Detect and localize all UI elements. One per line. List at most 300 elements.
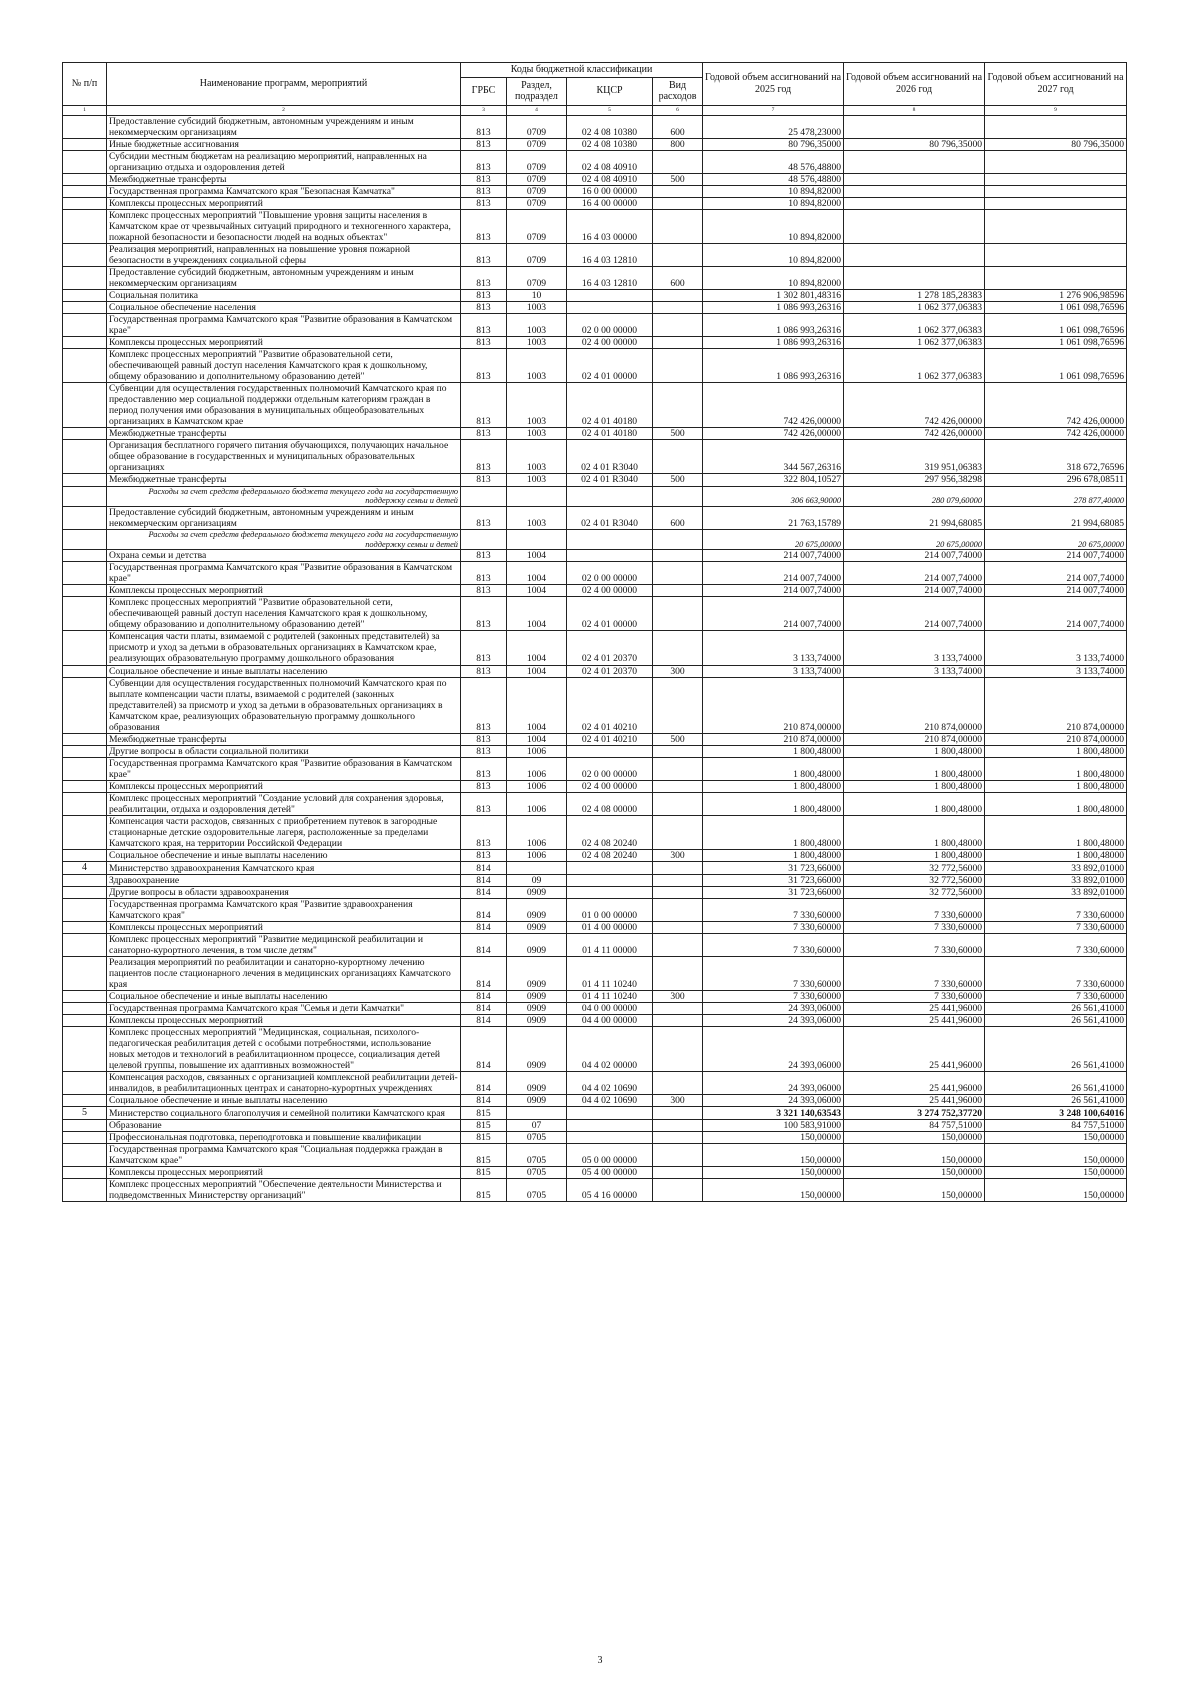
- section-code: 1006: [507, 792, 567, 815]
- table-row: [63, 1131, 1127, 1143]
- program-name: Субвенции для осуществления государственных полномочий Камчатского края по выплате компенсации части платы, взимаемой с родителей (законных представителей) за присмотр и уход за детьми в образовательных организациях в Камчатском крае, реализующих образовательную программу дошкольного образования: [107, 677, 461, 733]
- amount-2027: 1 800,48000: [985, 850, 1127, 862]
- header-razdel: Раздел, подраздел: [507, 77, 567, 105]
- table-row: [63, 597, 1127, 631]
- kcsr-code: 02 4 01 40180: [567, 428, 653, 440]
- expense-type: [653, 780, 703, 792]
- expense-type: [653, 862, 703, 875]
- amount-2027: 1 800,48000: [985, 780, 1127, 792]
- expense-type: [653, 874, 703, 886]
- grbs-code: 814: [461, 1014, 507, 1026]
- grbs-code: 813: [461, 440, 507, 474]
- row-number: [63, 585, 107, 597]
- row-number: 4: [63, 862, 107, 875]
- row-number: [63, 745, 107, 757]
- program-name: Комплексы процессных мероприятий: [107, 921, 461, 933]
- header-name: Наименование программ, мероприятий: [107, 63, 461, 106]
- amount-2026: 150,00000: [844, 1166, 985, 1178]
- kcsr-code: 16 0 00 00000: [567, 185, 653, 197]
- table-row: [63, 266, 1127, 289]
- kcsr-code: 02 4 01 R3040: [567, 440, 653, 474]
- grbs-code: 813: [461, 550, 507, 562]
- amount-2025: 3 133,74000: [703, 665, 844, 677]
- kcsr-code: 02 4 01 R3040: [567, 506, 653, 529]
- amount-2026: 1 278 185,28383: [844, 289, 985, 301]
- grbs-code: 814: [461, 886, 507, 898]
- section-code: 0709: [507, 197, 567, 209]
- amount-2026: [844, 115, 985, 138]
- amount-2025: 1 302 801,48316: [703, 289, 844, 301]
- amount-2027: 278 877,40000: [985, 486, 1127, 506]
- amount-2026: [844, 185, 985, 197]
- grbs-code: 813: [461, 302, 507, 314]
- expense-type: 600: [653, 266, 703, 289]
- amount-2025: 7 330,60000: [703, 921, 844, 933]
- row-number: [63, 209, 107, 243]
- kcsr-code: 02 0 00 00000: [567, 562, 653, 585]
- program-name: Межбюджетные трансферты: [107, 173, 461, 185]
- amount-2026: 150,00000: [844, 1143, 985, 1166]
- grbs-code: 813: [461, 733, 507, 745]
- kcsr-code: 02 4 01 40210: [567, 733, 653, 745]
- column-index: 3: [461, 105, 507, 115]
- section-code: 0909: [507, 1026, 567, 1071]
- amount-2025: 7 330,60000: [703, 933, 844, 956]
- expense-type: [653, 1002, 703, 1014]
- section-code: 1006: [507, 815, 567, 849]
- section-code: 0705: [507, 1131, 567, 1143]
- row-number: [63, 289, 107, 301]
- amount-2027: 150,00000: [985, 1131, 1127, 1143]
- row-number: [63, 874, 107, 886]
- kcsr-code: 02 4 08 20240: [567, 815, 653, 849]
- expense-type: [653, 550, 703, 562]
- section-code: [507, 1107, 567, 1120]
- amount-2027: [985, 243, 1127, 266]
- amount-2025: 31 723,66000: [703, 862, 844, 875]
- section-code: 1003: [507, 440, 567, 474]
- row-number: [63, 1143, 107, 1166]
- expense-type: 800: [653, 138, 703, 150]
- header-num: № п/п: [63, 63, 107, 106]
- amount-2027: 3 248 100,64016: [985, 1107, 1127, 1120]
- kcsr-code: 04 4 02 10690: [567, 1095, 653, 1107]
- amount-2025: 25 478,23000: [703, 115, 844, 138]
- amount-2027: [985, 150, 1127, 173]
- expense-type: [653, 815, 703, 849]
- column-index: 6: [653, 105, 703, 115]
- table-row: [63, 1143, 1127, 1166]
- kcsr-code: 04 4 02 10690: [567, 1072, 653, 1095]
- grbs-code: 813: [461, 745, 507, 757]
- amount-2027: 7 330,60000: [985, 921, 1127, 933]
- table-note-row: [63, 529, 1127, 549]
- column-index-row: [63, 105, 1127, 115]
- kcsr-code: 05 4 00 00000: [567, 1166, 653, 1178]
- program-name: Комплекс процессных мероприятий "Развитие образовательной сети, обеспечивающей равный доступ населения Камчатского края к дошкольному, общему образованию и дополнительному образованию детей": [107, 349, 461, 383]
- grbs-code: 813: [461, 289, 507, 301]
- program-name: Комплекс процессных мероприятий "Медицинская, социальная, психолого-педагогическая реабилитация детей с особыми потребностями, использование новых методов и технологий в реабилитационном процессе, социализация детей целевой группы, повышение их адаптивных возможностей": [107, 1026, 461, 1071]
- amount-2025: 1 800,48000: [703, 780, 844, 792]
- amount-2027: 7 330,60000: [985, 898, 1127, 921]
- row-number: [63, 150, 107, 173]
- section-code: 1003: [507, 428, 567, 440]
- section-code: 1003: [507, 349, 567, 383]
- grbs-code: 814: [461, 1095, 507, 1107]
- amount-2026: 7 330,60000: [844, 990, 985, 1002]
- program-name: Реализация мероприятий по реабилитации и санаторно-курортному лечению пациентов после стационарного лечения в медицинских организациях Камчатского края: [107, 956, 461, 990]
- amount-2027: 210 874,00000: [985, 733, 1127, 745]
- amount-2025: 210 874,00000: [703, 677, 844, 733]
- amount-2027: 26 561,41000: [985, 1014, 1127, 1026]
- amount-2025: 742 426,00000: [703, 428, 844, 440]
- table-note-row: [63, 486, 1127, 506]
- program-name: Предоставление субсидий бюджетным, автономным учреждениям и иным некоммерческим организациям: [107, 266, 461, 289]
- expense-type: 500: [653, 173, 703, 185]
- table-row: [63, 550, 1127, 562]
- grbs-code: 813: [461, 792, 507, 815]
- row-number: [63, 1072, 107, 1095]
- section-code: 1004: [507, 597, 567, 631]
- amount-2025: 344 567,26316: [703, 440, 844, 474]
- grbs-code: 813: [461, 243, 507, 266]
- amount-2027: [985, 197, 1127, 209]
- row-number: [63, 486, 107, 506]
- grbs-code: 813: [461, 815, 507, 849]
- table-row: [63, 185, 1127, 197]
- program-name: Комплекс процессных мероприятий "Обеспечение деятельности Министерства и подведомственных Министерству организаций": [107, 1178, 461, 1201]
- kcsr-code: 05 0 00 00000: [567, 1143, 653, 1166]
- row-number: [63, 1166, 107, 1178]
- expense-type: [653, 289, 703, 301]
- budget-table: [62, 62, 1127, 1202]
- section-code: 0909: [507, 1072, 567, 1095]
- program-name: Предоставление субсидий бюджетным, автономным учреждениям и иным некоммерческим организациям: [107, 115, 461, 138]
- row-number: [63, 677, 107, 733]
- grbs-code: 813: [461, 349, 507, 383]
- row-number: [63, 115, 107, 138]
- program-name: Социальное обеспечение населения: [107, 302, 461, 314]
- kcsr-code: 02 0 00 00000: [567, 314, 653, 337]
- section-code: 0909: [507, 990, 567, 1002]
- amount-2026: 21 994,68085: [844, 506, 985, 529]
- table-row: [63, 1014, 1127, 1026]
- section-code: 1006: [507, 757, 567, 780]
- kcsr-code: 16 4 03 12810: [567, 266, 653, 289]
- section-code: 0705: [507, 1166, 567, 1178]
- expense-type: [653, 185, 703, 197]
- kcsr-code: 02 4 08 20240: [567, 850, 653, 862]
- kcsr-code: 02 0 00 00000: [567, 757, 653, 780]
- grbs-code: 813: [461, 185, 507, 197]
- expense-type: [653, 597, 703, 631]
- amount-2025: 150,00000: [703, 1143, 844, 1166]
- table-row: [63, 898, 1127, 921]
- amount-2025: 24 393,06000: [703, 1072, 844, 1095]
- amount-2027: 26 561,41000: [985, 1095, 1127, 1107]
- grbs-code: 813: [461, 757, 507, 780]
- program-name: Субвенции для осуществления государственных полномочий Камчатского края по предоставлению мер социальной поддержки отдельным категориям граждан в период получения ими образования в муниципальных общеобразовательных организациях в Камчатском крае: [107, 383, 461, 428]
- section-code: 1003: [507, 302, 567, 314]
- amount-2026: [844, 209, 985, 243]
- amount-2027: 1 061 098,76596: [985, 337, 1127, 349]
- amount-2026: 1 800,48000: [844, 745, 985, 757]
- table-row: [63, 1002, 1127, 1014]
- table-row: [63, 243, 1127, 266]
- table-row: [63, 209, 1127, 243]
- section-code: 0705: [507, 1143, 567, 1166]
- amount-2027: 1 800,48000: [985, 792, 1127, 815]
- program-name: Государственная программа Камчатского края "Развитие здравоохранения Камчатского края": [107, 898, 461, 921]
- amount-2026: 1 800,48000: [844, 780, 985, 792]
- row-number: [63, 757, 107, 780]
- amount-2025: 80 796,35000: [703, 138, 844, 150]
- program-name: Расходы за счет средств федерального бюджета текущего года на государственную поддержку семьи и детей: [107, 529, 461, 549]
- program-name: Иные бюджетные ассигнования: [107, 138, 461, 150]
- row-number: [63, 506, 107, 529]
- amount-2026: 25 441,96000: [844, 1002, 985, 1014]
- kcsr-code: 02 4 01 40210: [567, 677, 653, 733]
- section-code: 0909: [507, 933, 567, 956]
- amount-2025: 214 007,74000: [703, 562, 844, 585]
- section-code: [507, 862, 567, 875]
- row-number: [63, 173, 107, 185]
- amount-2027: 210 874,00000: [985, 677, 1127, 733]
- amount-2027: 80 796,35000: [985, 138, 1127, 150]
- grbs-code: [461, 486, 507, 506]
- amount-2026: 7 330,60000: [844, 956, 985, 990]
- header-grbs: ГРБС: [461, 77, 507, 105]
- amount-2027: [985, 115, 1127, 138]
- section-code: 1004: [507, 665, 567, 677]
- row-number: [63, 1119, 107, 1131]
- amount-2027: [985, 266, 1127, 289]
- amount-2025: 31 723,66000: [703, 886, 844, 898]
- program-name: Межбюджетные трансферты: [107, 474, 461, 486]
- kcsr-code: 16 4 03 12810: [567, 243, 653, 266]
- amount-2026: 3 133,74000: [844, 631, 985, 665]
- amount-2026: 1 800,48000: [844, 815, 985, 849]
- program-name: Образование: [107, 1119, 461, 1131]
- expense-type: [653, 585, 703, 597]
- amount-2026: 25 441,96000: [844, 1014, 985, 1026]
- amount-2025: 210 874,00000: [703, 733, 844, 745]
- kcsr-code: 02 4 00 00000: [567, 337, 653, 349]
- kcsr-code: [567, 529, 653, 549]
- table-row: [63, 990, 1127, 1002]
- table-row: [63, 383, 1127, 428]
- amount-2025: 10 894,82000: [703, 243, 844, 266]
- budget-table-sheet: [62, 62, 1126, 1202]
- row-number: [63, 138, 107, 150]
- amount-2027: 33 892,01000: [985, 886, 1127, 898]
- row-number: [63, 631, 107, 665]
- program-name: Реализация мероприятий, направленных на повышение уровня пожарной безопасности в учреждениях социальной сферы: [107, 243, 461, 266]
- kcsr-code: 04 4 02 00000: [567, 1026, 653, 1071]
- kcsr-code: [567, 550, 653, 562]
- row-number: 5: [63, 1107, 107, 1120]
- table-row: [63, 956, 1127, 990]
- amount-2025: 150,00000: [703, 1131, 844, 1143]
- table-row: [63, 428, 1127, 440]
- amount-2025: 24 393,06000: [703, 1026, 844, 1071]
- amount-2026: 84 757,51000: [844, 1119, 985, 1131]
- amount-2025: 1 086 993,26316: [703, 302, 844, 314]
- amount-2027: 26 561,41000: [985, 1002, 1127, 1014]
- expense-type: [653, 1026, 703, 1071]
- amount-2025: 7 330,60000: [703, 990, 844, 1002]
- grbs-code: 813: [461, 506, 507, 529]
- expense-type: [653, 349, 703, 383]
- row-number: [63, 474, 107, 486]
- row-number: [63, 529, 107, 549]
- amount-2027: [985, 185, 1127, 197]
- expense-type: 500: [653, 733, 703, 745]
- section-code: 0709: [507, 150, 567, 173]
- kcsr-code: 02 4 01 00000: [567, 349, 653, 383]
- section-code: 07: [507, 1119, 567, 1131]
- amount-2027: 1 061 098,76596: [985, 349, 1127, 383]
- expense-type: [653, 1119, 703, 1131]
- table-row: [63, 1178, 1127, 1201]
- program-name: Комплексы процессных мероприятий: [107, 585, 461, 597]
- program-name: Комплексы процессных мероприятий: [107, 1014, 461, 1026]
- amount-2025: 322 804,10527: [703, 474, 844, 486]
- section-code: 0709: [507, 266, 567, 289]
- amount-2025: 24 393,06000: [703, 1014, 844, 1026]
- expense-type: 300: [653, 1095, 703, 1107]
- amount-2026: 32 772,56000: [844, 886, 985, 898]
- amount-2027: [985, 173, 1127, 185]
- row-number: [63, 1095, 107, 1107]
- column-index: 1: [63, 105, 107, 115]
- kcsr-code: 02 4 01 40180: [567, 383, 653, 428]
- table-row: [63, 1107, 1127, 1120]
- amount-2025: 48 576,48800: [703, 150, 844, 173]
- table-row: [63, 138, 1127, 150]
- kcsr-code: [567, 486, 653, 506]
- amount-2025: 31 723,66000: [703, 874, 844, 886]
- amount-2026: 20 675,00000: [844, 529, 985, 549]
- grbs-code: 814: [461, 933, 507, 956]
- amount-2025: 7 330,60000: [703, 956, 844, 990]
- expense-type: [653, 197, 703, 209]
- kcsr-code: [567, 1119, 653, 1131]
- grbs-code: 813: [461, 266, 507, 289]
- amount-2025: 20 675,00000: [703, 529, 844, 549]
- grbs-code: 813: [461, 197, 507, 209]
- amount-2027: 214 007,74000: [985, 550, 1127, 562]
- column-index: 4: [507, 105, 567, 115]
- amount-2026: 214 007,74000: [844, 597, 985, 631]
- table-row: [63, 850, 1127, 862]
- table-row: [63, 173, 1127, 185]
- table-row: [63, 862, 1127, 875]
- table-row: [63, 150, 1127, 173]
- grbs-code: 813: [461, 115, 507, 138]
- amount-2025: 7 330,60000: [703, 898, 844, 921]
- kcsr-code: 02 4 08 10380: [567, 138, 653, 150]
- amount-2025: 150,00000: [703, 1166, 844, 1178]
- section-code: 1003: [507, 474, 567, 486]
- amount-2026: 32 772,56000: [844, 874, 985, 886]
- section-code: 1003: [507, 314, 567, 337]
- program-name: Расходы за счет средств федерального бюджета текущего года на государственную поддержку семьи и детей: [107, 486, 461, 506]
- amount-2026: 7 330,60000: [844, 933, 985, 956]
- section-code: 0909: [507, 886, 567, 898]
- grbs-code: 813: [461, 150, 507, 173]
- table-row: [63, 562, 1127, 585]
- section-code: 0709: [507, 115, 567, 138]
- row-number: [63, 733, 107, 745]
- amount-2027: 26 561,41000: [985, 1026, 1127, 1071]
- section-code: 0909: [507, 921, 567, 933]
- kcsr-code: 02 4 08 00000: [567, 792, 653, 815]
- grbs-code: 813: [461, 665, 507, 677]
- section-code: 1004: [507, 585, 567, 597]
- expense-type: [653, 757, 703, 780]
- table-row: [63, 474, 1127, 486]
- column-index: 5: [567, 105, 653, 115]
- grbs-code: 813: [461, 209, 507, 243]
- section-code: 10: [507, 289, 567, 301]
- expense-type: [653, 677, 703, 733]
- row-number: [63, 1026, 107, 1071]
- amount-2025: 214 007,74000: [703, 585, 844, 597]
- amount-2027: 20 675,00000: [985, 529, 1127, 549]
- section-code: 1004: [507, 733, 567, 745]
- amount-2026: 1 800,48000: [844, 850, 985, 862]
- expense-type: [653, 150, 703, 173]
- program-name: Другие вопросы в области здравоохранения: [107, 886, 461, 898]
- row-number: [63, 1131, 107, 1143]
- amount-2027: 150,00000: [985, 1166, 1127, 1178]
- amount-2027: 3 133,74000: [985, 631, 1127, 665]
- table-row: [63, 792, 1127, 815]
- amount-2026: 3 274 752,37720: [844, 1107, 985, 1120]
- section-code: 0705: [507, 1178, 567, 1201]
- table-row: [63, 585, 1127, 597]
- amount-2027: 1 061 098,76596: [985, 314, 1127, 337]
- kcsr-code: [567, 745, 653, 757]
- amount-2026: 25 441,96000: [844, 1072, 985, 1095]
- table-row: [63, 1026, 1127, 1071]
- amount-2025: 1 800,48000: [703, 815, 844, 849]
- amount-2026: 1 800,48000: [844, 792, 985, 815]
- amount-2026: 214 007,74000: [844, 585, 985, 597]
- grbs-code: 813: [461, 474, 507, 486]
- kcsr-code: 02 4 08 10380: [567, 115, 653, 138]
- expense-type: [653, 302, 703, 314]
- amount-2027: 7 330,60000: [985, 990, 1127, 1002]
- header-kcsr: КЦСР: [567, 77, 653, 105]
- grbs-code: 815: [461, 1107, 507, 1120]
- kcsr-code: [567, 302, 653, 314]
- column-index: 9: [985, 105, 1127, 115]
- row-number: [63, 665, 107, 677]
- amount-2026: 1 062 377,06383: [844, 349, 985, 383]
- expense-type: [653, 562, 703, 585]
- kcsr-code: 01 4 00 00000: [567, 921, 653, 933]
- expense-type: [653, 956, 703, 990]
- amount-2025: 3 133,74000: [703, 631, 844, 665]
- program-name: Комплексы процессных мероприятий: [107, 337, 461, 349]
- grbs-code: 814: [461, 1072, 507, 1095]
- expense-type: 600: [653, 506, 703, 529]
- column-index: 2: [107, 105, 461, 115]
- header-codes: Коды бюджетной классификации: [461, 63, 703, 78]
- table-row: [63, 289, 1127, 301]
